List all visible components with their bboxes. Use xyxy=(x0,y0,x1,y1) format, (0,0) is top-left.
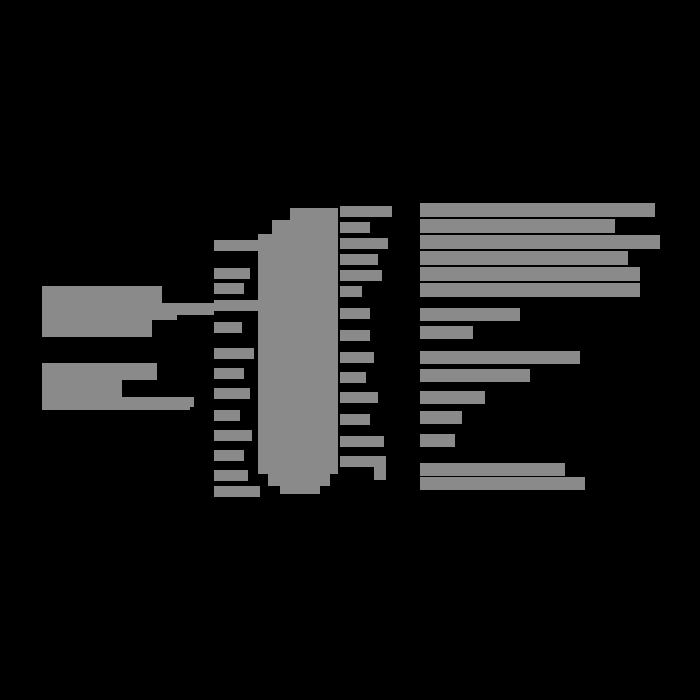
trunk-cap-upper xyxy=(272,220,338,234)
trunk-cap-bottom xyxy=(280,486,320,494)
right-branch xyxy=(340,392,378,403)
left-label xyxy=(42,363,157,380)
right-branch xyxy=(340,330,370,341)
right-label xyxy=(420,477,585,490)
right-label xyxy=(420,411,462,424)
left-label xyxy=(42,320,152,337)
trunk-body xyxy=(258,234,338,474)
right-label xyxy=(420,434,455,447)
branch-row xyxy=(214,450,244,461)
right-label xyxy=(420,203,655,217)
right-branch xyxy=(340,238,388,249)
right-label xyxy=(420,251,628,265)
branch-row xyxy=(214,283,244,294)
left-branch xyxy=(176,303,214,315)
branch-row xyxy=(214,240,262,251)
right-label xyxy=(420,391,485,404)
trunk-cap-top xyxy=(290,208,338,220)
branch-row xyxy=(214,322,242,333)
right-label xyxy=(420,308,520,321)
branch-row xyxy=(214,430,252,441)
left-branch xyxy=(176,397,194,407)
right-branch xyxy=(340,436,384,447)
left-label xyxy=(42,303,177,320)
right-label xyxy=(420,235,660,249)
branch-row xyxy=(214,410,240,421)
right-branch xyxy=(340,270,382,281)
right-branch xyxy=(340,308,370,319)
right-branch xyxy=(340,372,366,383)
right-label xyxy=(420,283,640,297)
branch-row xyxy=(214,300,258,311)
right-label xyxy=(420,267,640,281)
right-label xyxy=(420,351,580,364)
right-label xyxy=(420,219,615,233)
right-label xyxy=(420,326,473,339)
branch-row xyxy=(214,470,248,481)
right-branch xyxy=(340,352,374,363)
right-branch xyxy=(340,456,374,467)
branch-row xyxy=(214,388,250,399)
right-branch xyxy=(340,254,378,265)
right-branch xyxy=(340,286,362,297)
right-branch xyxy=(340,414,370,425)
branch-row xyxy=(214,268,250,279)
left-label xyxy=(42,286,162,303)
right-branch-riser xyxy=(374,456,386,480)
trunk-cap-lower xyxy=(268,474,330,486)
left-label xyxy=(42,380,122,397)
branch-row xyxy=(214,368,244,379)
branch-row xyxy=(214,486,260,497)
branch-row xyxy=(214,348,254,359)
left-label xyxy=(42,397,190,410)
right-branch xyxy=(340,222,370,233)
right-branch xyxy=(340,206,392,217)
right-label xyxy=(420,463,565,476)
right-label xyxy=(420,369,530,382)
